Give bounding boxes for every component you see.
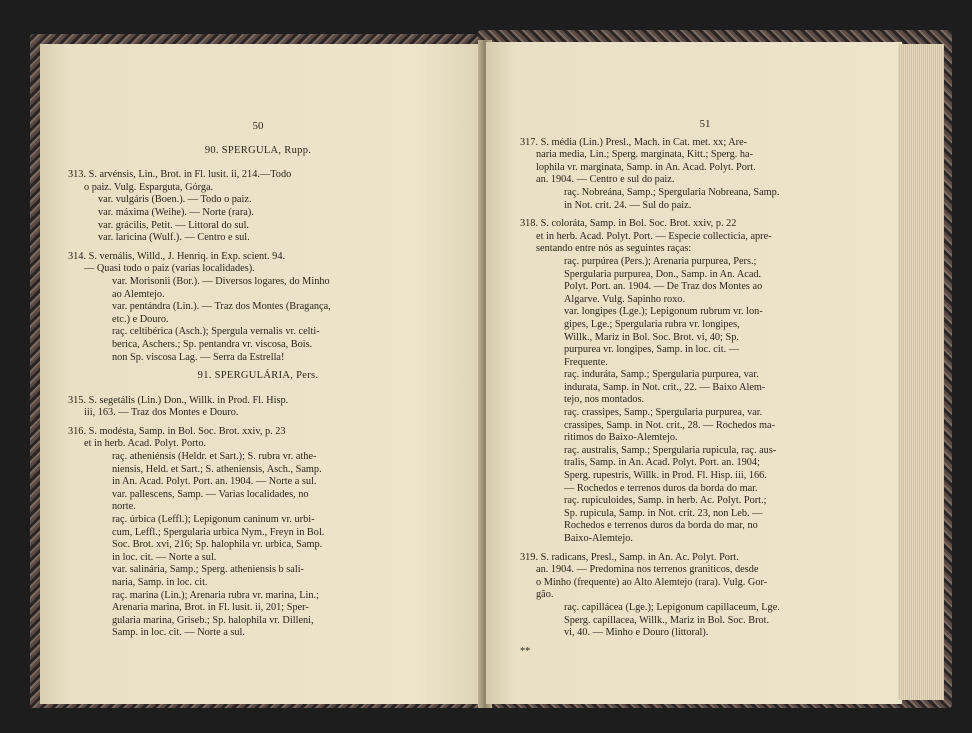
text-line: norte.: [112, 501, 136, 513]
text-line: raç. atheniénsis (Heldr. et Sart.); S. rubra vr. athe-: [112, 451, 317, 463]
right-page: [486, 42, 902, 704]
text-line: 315. S. segetális (Lin.) Don., Willk. in Prod. Fl. Hisp.: [68, 394, 289, 406]
text-line: — Quasi todo o paiz (varias localidades).: [84, 263, 255, 275]
text-line: Arenaria marina, Brot. in Fl. lusit. ii, 201; Sper-: [112, 602, 309, 614]
section-heading: 90. SPERGULA, Rupp.: [204, 144, 312, 156]
text-line: vi, 40. — Minho e Douro (littoral).: [564, 627, 709, 639]
text-line: o paiz. Vulg. Esparguta, Górga.: [84, 181, 214, 193]
text-line: var. vulgáris (Boen.). — Todo o paiz.: [98, 194, 252, 206]
text-line: 314. S. vernális, Willd., J. Henriq. in Exp. scient. 94.: [68, 250, 286, 262]
text-line: cum, Leffl.; Spergularia urbica Nym., Freyn in Bol.: [112, 526, 325, 538]
text-line: var. pallescens, Samp. — Varias localidades, no: [112, 488, 309, 500]
text-line: Willk., Mariz in Bol. Soc. Brot. vi, 40; Sp.: [564, 331, 739, 343]
text-line: var. Morisonii (Bor.). — Diversos logares, do Minho: [112, 275, 330, 287]
text-line: Baixo-Alemtejo.: [564, 533, 633, 544]
text-line: — Rochedos e terrenos duros da borda do mar.: [564, 482, 758, 494]
right-page-text: [520, 118, 890, 658]
text-line: lophila vr. marginata, Samp. in An. Acad. Polyt. Port.: [536, 161, 756, 173]
text-line: etc.) e Douro.: [112, 313, 169, 325]
page-edges: [898, 44, 944, 700]
left-page-text: [68, 120, 448, 640]
left-page-number: 50: [252, 120, 264, 132]
text-line: var. grácilis, Petit. — Littoral do sul.: [98, 219, 249, 231]
text-line: an. 1904. — Centro e sul do paiz.: [536, 174, 675, 186]
text-line: raç. celtibérica (Asch.); Spergula vernalis vr. celti-: [112, 326, 320, 338]
text-line: ritimos do Baixo-Alemtejo.: [564, 432, 678, 444]
text-line: o Minho (frequente) ao Alto Alemtejo (rara). Vulg. Gor-: [536, 576, 768, 588]
text-line: raç. Nobreána, Samp.; Spergularia Nobreana, Samp.: [564, 186, 780, 198]
text-line: berica, Aschers.; Sp. pentandra vr. viscosa, Bois.: [112, 338, 313, 350]
text-line: Polyt. Port. an. 1904. — De Traz dos Montes ao: [564, 281, 763, 293]
text-line: et in herb. Acad. Polyt. Port. — Especie collecticia, apre-: [536, 230, 772, 242]
text-line: raç. purpúrea (Pers.); Arenaria purpurea, Pers.;: [564, 255, 757, 267]
text-line: gão.: [536, 589, 554, 601]
text-line: raç. induráta, Samp.; Spergularia purpurea, var.: [564, 369, 759, 381]
text-line: Rochedos e terrenos duros da borda do mar, no: [564, 520, 758, 532]
right-lines: [520, 137, 890, 659]
left-lines: [68, 139, 448, 640]
text-line: 316. S. modésta, Samp. in Bol. Soc. Brot. xxiv, p. 23: [68, 425, 286, 437]
text-line: Sperg. rupestris, Willk. in Prod. Fl. Hisp. iii, 166.: [564, 470, 767, 482]
text-line: Soc. Brot. xvi, 216; Sp. halophila vr. urbica, Samp.: [112, 539, 323, 551]
text-line: **: [520, 645, 531, 657]
text-line: var. pentándra (Lin.). — Traz dos Montes (Bragança,: [112, 301, 331, 313]
text-line: Samp. in loc. cit. — Norte a sul.: [112, 627, 245, 639]
text-line: 319. S. radicans, Presl., Samp. in An. Ac. Polyt. Port.: [520, 551, 739, 563]
text-line: sentando entre nós as seguintes raças:: [536, 243, 692, 255]
text-line: et in herb. Acad. Polyt. Porto.: [84, 438, 207, 450]
text-line: iii, 163. — Traz dos Montes e Douro.: [84, 407, 239, 419]
text-line: Spergularia purpurea, Don., Samp. in An. Acad.: [564, 268, 762, 280]
text-line: 317. S. média (Lin.) Presl., Mach. in Cat. met. xx; Are-: [520, 136, 748, 148]
text-line: 318. S. coloráta, Samp. in Bol. Soc. Brot. xxiv, p. 22: [520, 218, 737, 230]
text-line: indurata, Samp. in Not. crit., 22. — Baixo Alem-: [564, 381, 766, 393]
text-line: raç. rupiculoides, Samp. in herb. Ac. Polyt. Port.;: [564, 495, 767, 507]
text-line: Frequente.: [564, 356, 608, 368]
text-line: in An. Acad. Polyt. Port. an. 1904. — Norte a sul.: [112, 476, 317, 488]
text-line: an. 1904. — Predomina nos terrenos graniticos, desde: [536, 564, 759, 576]
text-line: niensis, Held. et Sart.; S. atheniensis, Asch., Samp.: [112, 463, 322, 475]
text-line: raç. úrbica (Leffl.); Lepigonum caninum vr. urbi-: [112, 514, 315, 526]
text-line: var. laricina (Wulf.). — Centro e sul.: [98, 232, 250, 244]
text-line: raç. marina (Lin.); Arenaria rubra vr. marina, Lin.;: [112, 589, 319, 601]
text-line: naria, Samp. in loc. cit.: [112, 577, 208, 588]
text-line: crassipes, Samp. in Not. crit., 28. — Rochedos ma-: [564, 419, 776, 431]
text-line: tralis, Samp. in An. Acad. Polyt. Port. an. 1904;: [564, 457, 760, 469]
text-line: in Not. crit. 24. — Sul do paiz.: [564, 199, 692, 211]
text-line: Algarve. Vulg. Sapinho roxo.: [564, 293, 686, 305]
text-line: gularia marina, Griseb.; Sp. halophila vr. Dilleni,: [112, 614, 314, 626]
text-line: in loc. cit. — Norte a sul.: [112, 551, 217, 563]
right-page-number: 51: [699, 118, 711, 130]
text-line: var. salinária, Samp.; Sperg. atheniensis b sali-: [112, 564, 304, 576]
text-line: non Sp. viscosa Lag. — Serra da Estrella!: [112, 351, 285, 363]
text-line: ao Alemtejo.: [112, 288, 165, 300]
text-line: Sperg. capillacea, Willk., Mariz in Bol. Soc. Brot.: [564, 614, 770, 626]
section-heading: 91. SPERGULÁRIA, Pers.: [197, 370, 319, 382]
text-line: naria media, Lin.; Sperg. marginata, Kitt.; Sperg. ha-: [536, 149, 754, 161]
text-line: var. longipes (Lge.); Lepigonum rubrum vr. lon-: [564, 306, 763, 318]
left-page: [40, 44, 484, 704]
text-line: gipes, Lge.; Spergularia rubra vr. longipes,: [564, 318, 740, 330]
text-line: Sp. rupicula, Samp. in Not. crit. 23, non Leb. —: [564, 507, 763, 519]
text-line: raç. australis, Samp.; Spergularia rupicula, raç. aus-: [564, 444, 777, 456]
text-line: var. máxima (Weihe). — Norte (rara).: [98, 206, 254, 218]
text-line: raç. capillácea (Lge.); Lepigonum capillaceum, Lge.: [564, 601, 780, 613]
text-line: raç. crassipes, Samp.; Spergularia purpurea, var.: [564, 407, 763, 419]
text-line: purpurea vr. longipes, Samp. in loc. cit. —: [564, 344, 740, 356]
text-line: 313. S. arvénsis, Lin., Brot. in Fl. lusit. ii, 214.—Todo: [68, 169, 292, 181]
text-line: tejo, nos montados.: [564, 394, 645, 406]
